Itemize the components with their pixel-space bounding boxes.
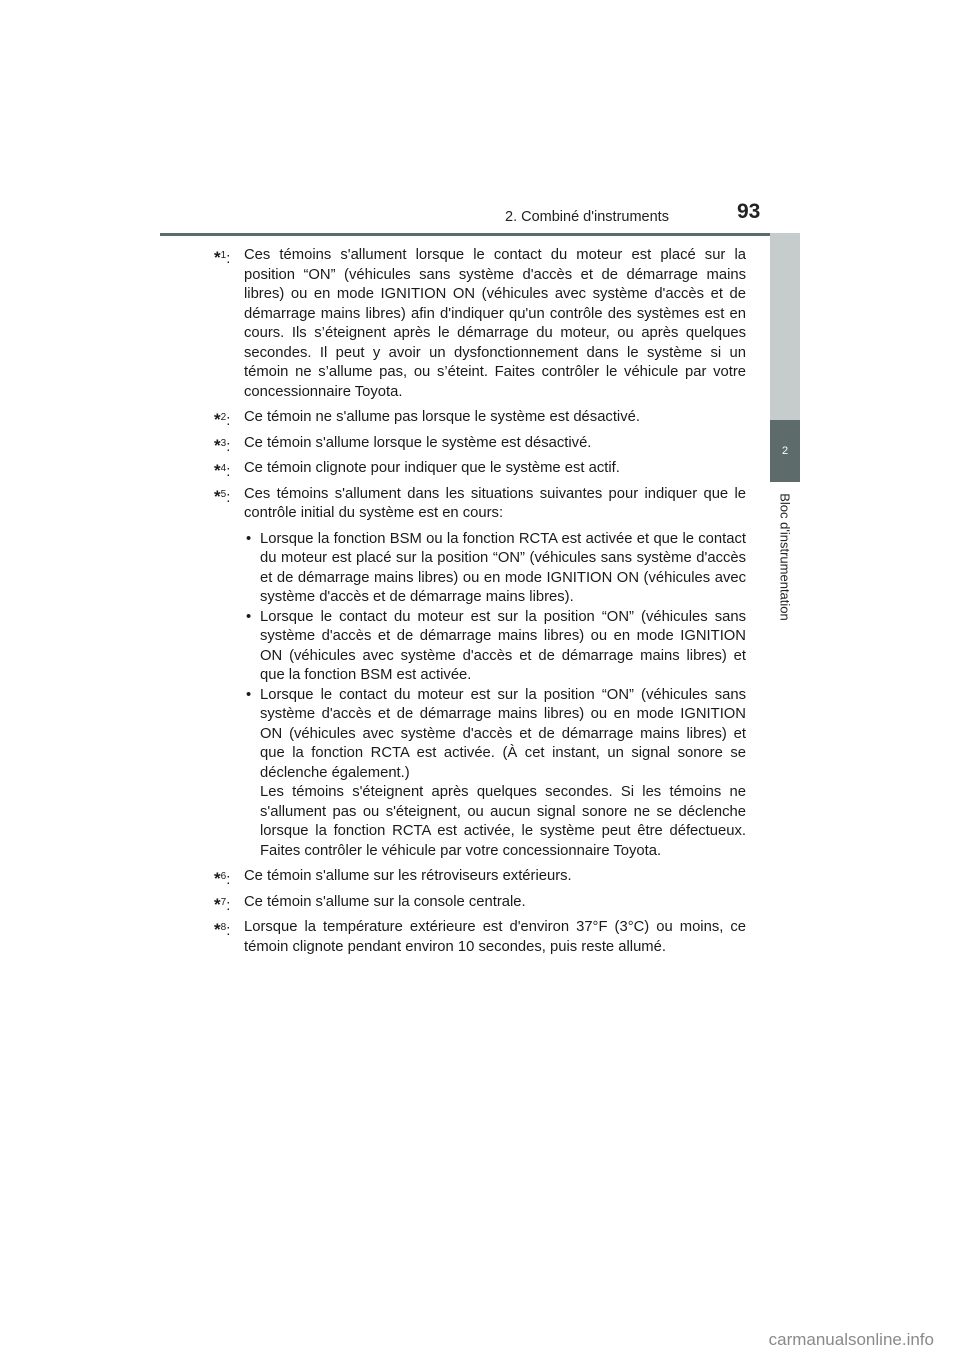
- footnote-8: [214, 918, 746, 957]
- page-number: 93: [737, 200, 761, 223]
- bullet-dot: •: [246, 608, 252, 625]
- list-item-continuation: Les témoins s'éteignent après quelques secondes. Si les témoins ne s'allument pas ou s'éteignent, ou aucun signal sonore ne se déclenche lorsque la fonction RCTA est activée, le système peut être défectueux. Faites contrôler le véhicule par votre concessionnaire Toyota.: [260, 784, 746, 859]
- footnote-6: [214, 867, 746, 887]
- footnote-marker: *$^4$:: [214, 461, 231, 480]
- footnote-text: Ce témoin clignote pour indiquer que le système est actif.: [244, 460, 620, 476]
- footnote-5-bullets: [214, 530, 746, 862]
- footnote-marker: *$^3$:: [214, 435, 231, 455]
- footnote-4: [214, 459, 746, 479]
- footnote-2: [214, 408, 746, 428]
- footnote-marker: *$^7$:: [214, 894, 231, 914]
- footnote-marker: *$^2$:: [214, 410, 231, 429]
- list-item: • Lorsque le contact du moteur est sur la position “ON” (véhicules sans système d'accès et de démarrage mains libres) ou en mode IGNITION ON (véhicules avec système d'accès et de démarrage mains libres) et que la fonction RCTA est activée. (À cet instant, un signal sonore se déclenche également.): [246, 686, 746, 781]
- footnote-text: Lorsque la température extérieure est d'environ 37°F (3°C) ou moins, ce témoin clignote pendant environ 10 secondes, puis reste allumé.: [244, 919, 746, 955]
- bullet-dot: •: [246, 686, 252, 703]
- watermark-link[interactable]: carmanualsonline.info: [768, 1330, 934, 1349]
- footnote-marker: *$^5$:: [214, 486, 231, 506]
- footnote-3: [214, 434, 746, 454]
- footnote-5: [214, 485, 746, 524]
- list-item: • Lorsque le contact du moteur est sur la position “ON” (véhicules sans système d'accès et de démarrage mains libres) ou en mode IGNITION ON (véhicules avec système d'accès et de démarrage mains libres) et que la fonction BSM est activée.: [246, 608, 746, 683]
- footnote-marker: *$^8$:: [214, 920, 231, 939]
- header-rule: [160, 233, 800, 236]
- footnote-text: Ce témoin ne s'allume pas lorsque le système est désactivé.: [244, 409, 640, 425]
- section-title: 2. Combiné d'instruments: [505, 209, 669, 225]
- footnote-7: [214, 893, 746, 913]
- side-tab-chapter-number: 2: [770, 420, 800, 482]
- side-tab-upper: [770, 233, 800, 420]
- bullet-dot: •: [246, 530, 252, 547]
- footnote-text: Ces témoins s'allument dans les situations suivantes pour indiquer que le contrôle initial du système est en cours:: [244, 485, 746, 521]
- side-tab-chapter-title: Bloc d'instrumentation: [777, 493, 793, 621]
- footnote-marker: *$^6$:: [214, 869, 231, 888]
- list-item: • Lorsque la fonction BSM ou la fonction RCTA est activée et que le contact du moteur est placé sur la position “ON” (véhicules sans système d'accès et de démarrage mains libres) ou en mode IGNITION ON (véhicules avec système d'accès et de démarrage mains libres).: [246, 530, 746, 605]
- footnote-text: Ces témoins s'allument lorsque le contact du moteur est placé sur la position “ON” (véhicules sans système d'accès et de démarrage mains libres) ou en mode IGNITION ON (véhicules avec système d'accès et de démarrage mains libres) afin d'indiquer qu'un contrôle des systèmes est en cours. Ils s’éteignent après le démarrage du moteur, ou après quelques secondes. Il peut y avoir un dysfonctionnement dans le système si un témoin ne s’allume pas, ou s’éteint. Faites contrôler le véhicule par votre concessionnaire Toyota.: [244, 247, 746, 400]
- footnotes: [214, 246, 746, 963]
- footnote-text: Ce témoin s'allume sur les rétroviseurs extérieurs.: [244, 868, 572, 884]
- footnote-text: Ce témoin s'allume lorsque le système est désactivé.: [244, 434, 592, 451]
- footnote-text: Ce témoin s'allume sur la console centrale.: [244, 893, 526, 910]
- footnote-1: [214, 246, 746, 402]
- footnote-marker: *$^1$:: [214, 248, 231, 267]
